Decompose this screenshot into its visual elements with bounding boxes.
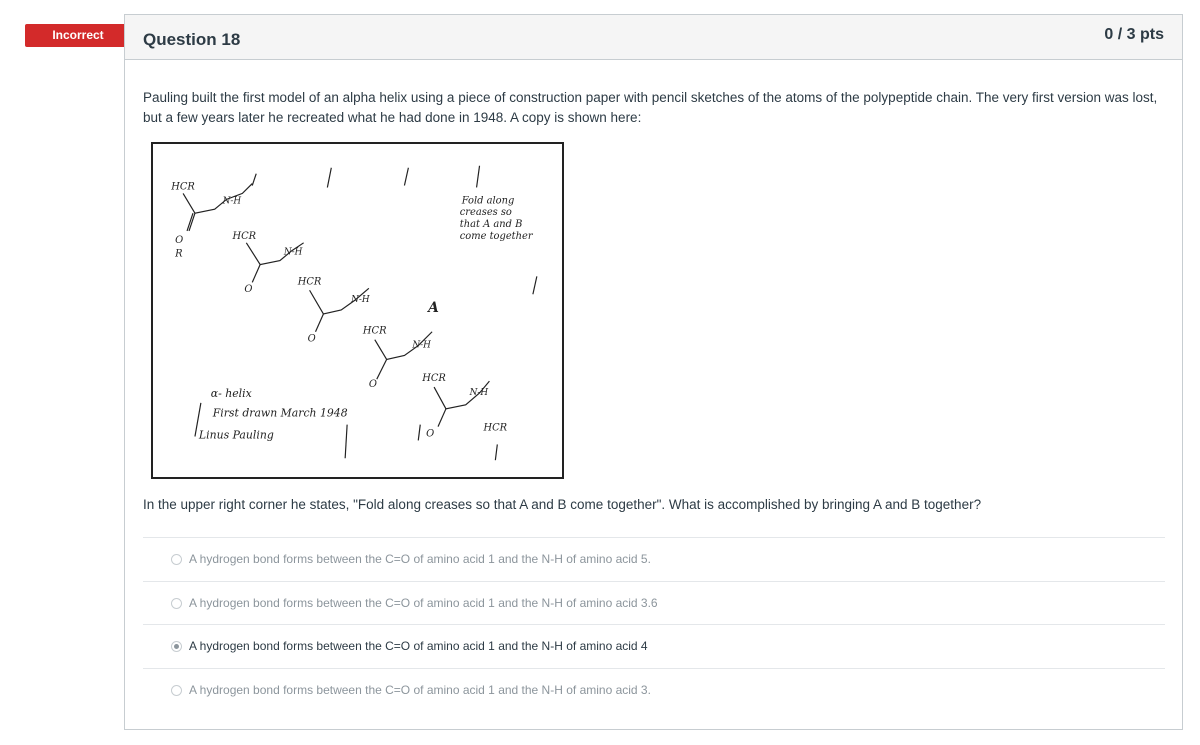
svg-text:N-H: N-H: [222, 196, 242, 207]
alpha-helix-sketch: [153, 144, 562, 477]
svg-text:O: O: [426, 428, 435, 440]
svg-text:N-H: N-H: [351, 295, 370, 306]
answer-list: [143, 537, 1165, 711]
answer-label: A hydrogen bond forms between the C=O of amino acid 1 and the N-H of amino acid 4: [189, 639, 648, 653]
svg-text:N-H: N-H: [283, 247, 303, 258]
svg-text:Fold along: Fold along: [461, 195, 515, 207]
answer-label: A hydrogen bond forms between the C=O of amino acid 1 and the N-H of amino acid 3.: [189, 682, 651, 697]
svg-text:HCR: HCR: [171, 181, 195, 193]
crease-mark: [404, 168, 408, 186]
question-text: Pauling built the first model of an alpha helix using a piece of construction paper with pencil sketches of the atoms of the polypeptide chain. The very first version was lost, but a few years later he recreated what he had done in 1948. A copy is shown here:: [143, 90, 1158, 125]
svg-text:R: R: [175, 248, 183, 260]
svg-text:HCR: HCR: [362, 325, 387, 337]
svg-text:O: O: [244, 284, 253, 296]
svg-text:N-H: N-H: [412, 340, 431, 351]
alpha-helix-figure: [151, 142, 564, 479]
answer-option-selected[interactable]: [143, 624, 1165, 668]
answer-label: A hydrogen bond forms between the C=O of amino acid 1 and the N-H of amino acid 3.6: [189, 595, 658, 610]
radio-button[interactable]: [171, 554, 182, 565]
crease-mark: [533, 276, 537, 294]
question-points: 0 / 3 pts: [1104, 26, 1164, 43]
question-card: [124, 14, 1183, 730]
svg-text:HCR: HCR: [232, 230, 257, 242]
svg-text:HCR: HCR: [483, 422, 508, 434]
svg-text:α- helix: α- helix: [210, 386, 252, 400]
radio-button-checked[interactable]: [171, 641, 182, 652]
answer-option[interactable]: [143, 581, 1165, 625]
svg-text:O: O: [307, 333, 316, 345]
svg-text:O: O: [368, 379, 377, 391]
svg-text:O: O: [175, 234, 184, 246]
answer-option[interactable]: [143, 668, 1165, 712]
question-header: [125, 15, 1182, 60]
svg-text:creases so: creases so: [459, 207, 512, 219]
radio-button[interactable]: [171, 685, 182, 696]
svg-text:come together: come together: [459, 230, 533, 242]
svg-text:First drawn March 1948: First drawn March 1948: [212, 406, 348, 420]
crease-mark: [495, 444, 497, 460]
answer-option[interactable]: [143, 537, 1165, 581]
crease-mark: [252, 174, 256, 186]
question-prompt: In the upper right corner he states, "Fold along creases so that A and B come together". What is accomplished by bringing A and B together?: [143, 497, 982, 512]
svg-text:Linus Pauling: Linus Pauling: [198, 428, 274, 442]
crease-mark: [327, 168, 331, 188]
svg-text:that A and B: that A and B: [459, 219, 523, 231]
svg-text:HCR: HCR: [422, 373, 446, 385]
svg-text:N-H: N-H: [469, 387, 489, 398]
crease-mark: [477, 166, 480, 188]
answer-label: A hydrogen bond forms between the C=O of amino acid 1 and the N-H of amino acid 5.: [189, 552, 651, 566]
badge-label: Incorrect: [52, 28, 104, 42]
question-title: Question 18: [143, 30, 241, 49]
radio-button[interactable]: [171, 598, 182, 609]
svg-text:A: A: [428, 299, 439, 316]
svg-text:HCR: HCR: [297, 276, 322, 288]
